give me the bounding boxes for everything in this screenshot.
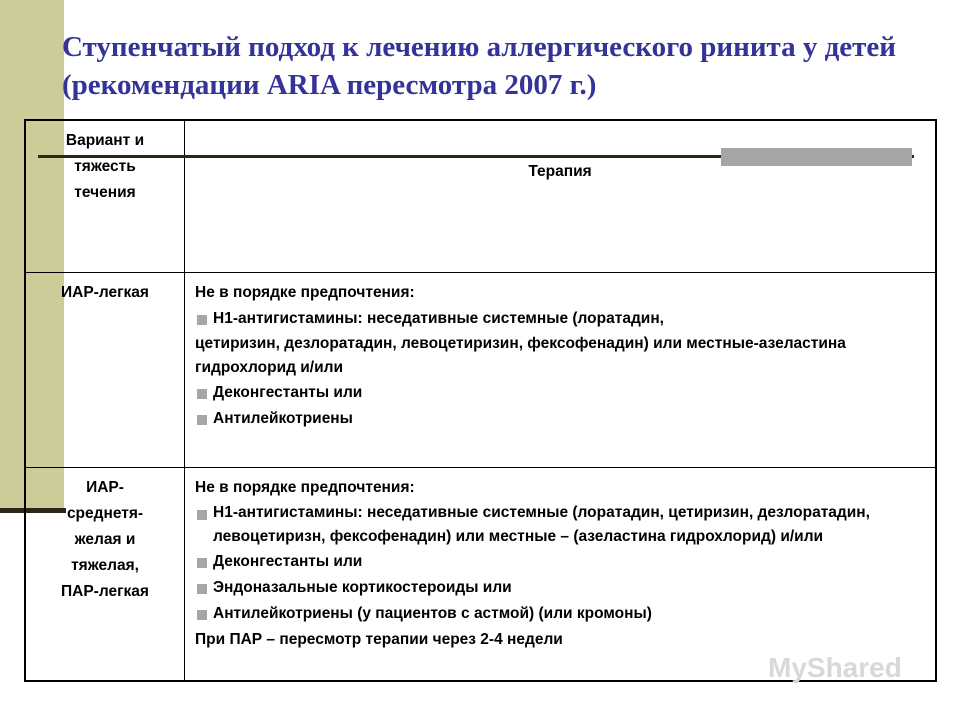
table-row (25, 468, 936, 682)
therapy-bullet: Деконгестанты или (195, 549, 925, 575)
table-header-row (25, 120, 936, 273)
header-variant-line: Вариант и (65, 132, 145, 149)
variant-line: ПАР-легкая (61, 583, 149, 600)
therapy-intro: Не в порядке предпочтения: (195, 479, 415, 496)
variant-cell (25, 468, 185, 682)
therapy-cell (185, 468, 937, 682)
therapy-cell (185, 273, 937, 468)
variant-line: среднетя- (66, 505, 144, 522)
therapy-table (24, 119, 937, 682)
variant-line: желая и (74, 531, 136, 548)
variant-line: тяжелая, (71, 557, 139, 574)
variant-line: ИАР- (86, 479, 124, 496)
therapy-bullet: Деконгестанты или (195, 380, 925, 406)
therapy-bullet: Антилейкотриены (195, 406, 925, 432)
decorative-grey-bar (721, 148, 912, 166)
header-therapy-cell: Терапия (185, 120, 937, 273)
slide-title: Ступенчатый подход к лечению аллергического ринита у детей (рекомендации ARIA пересмотра 2007 г.) (62, 31, 896, 101)
therapy-bullet: Эндоназальные кортикостероиды или (195, 575, 925, 601)
therapy-bullet: Н1-антигистамины: неседативные системные (лоратадин, (195, 306, 925, 332)
header-variant-line: тяжесть (74, 158, 136, 175)
variant-cell: ИАР-легкая (25, 273, 185, 468)
table-row (25, 273, 936, 468)
therapy-bullet: Н1-антигистамины: неседативные системные (лоратадин, цетиризин, дезлоратадин, левоцетиризн, фексофенадин) или местные – (азеластина гидрохлорид) и/или (195, 501, 925, 549)
therapy-intro: Не в порядке предпочтения: (195, 284, 415, 301)
header-variant-line: течения (74, 184, 136, 201)
therapy-bullet-continuation: цетиризин, дезлоратадин, левоцетиризин, фексофенадин) или местные-азеластина гидрохлорид и/или (195, 335, 846, 376)
header-variant-cell (25, 120, 185, 273)
therapy-bullet: Антилейкотриены (у пациентов с астмой) (или кромоны) (195, 601, 925, 627)
therapy-note: При ПАР – пересмотр терапии через 2-4 недели (195, 631, 563, 648)
watermark-logo: MyShared (768, 652, 902, 683)
